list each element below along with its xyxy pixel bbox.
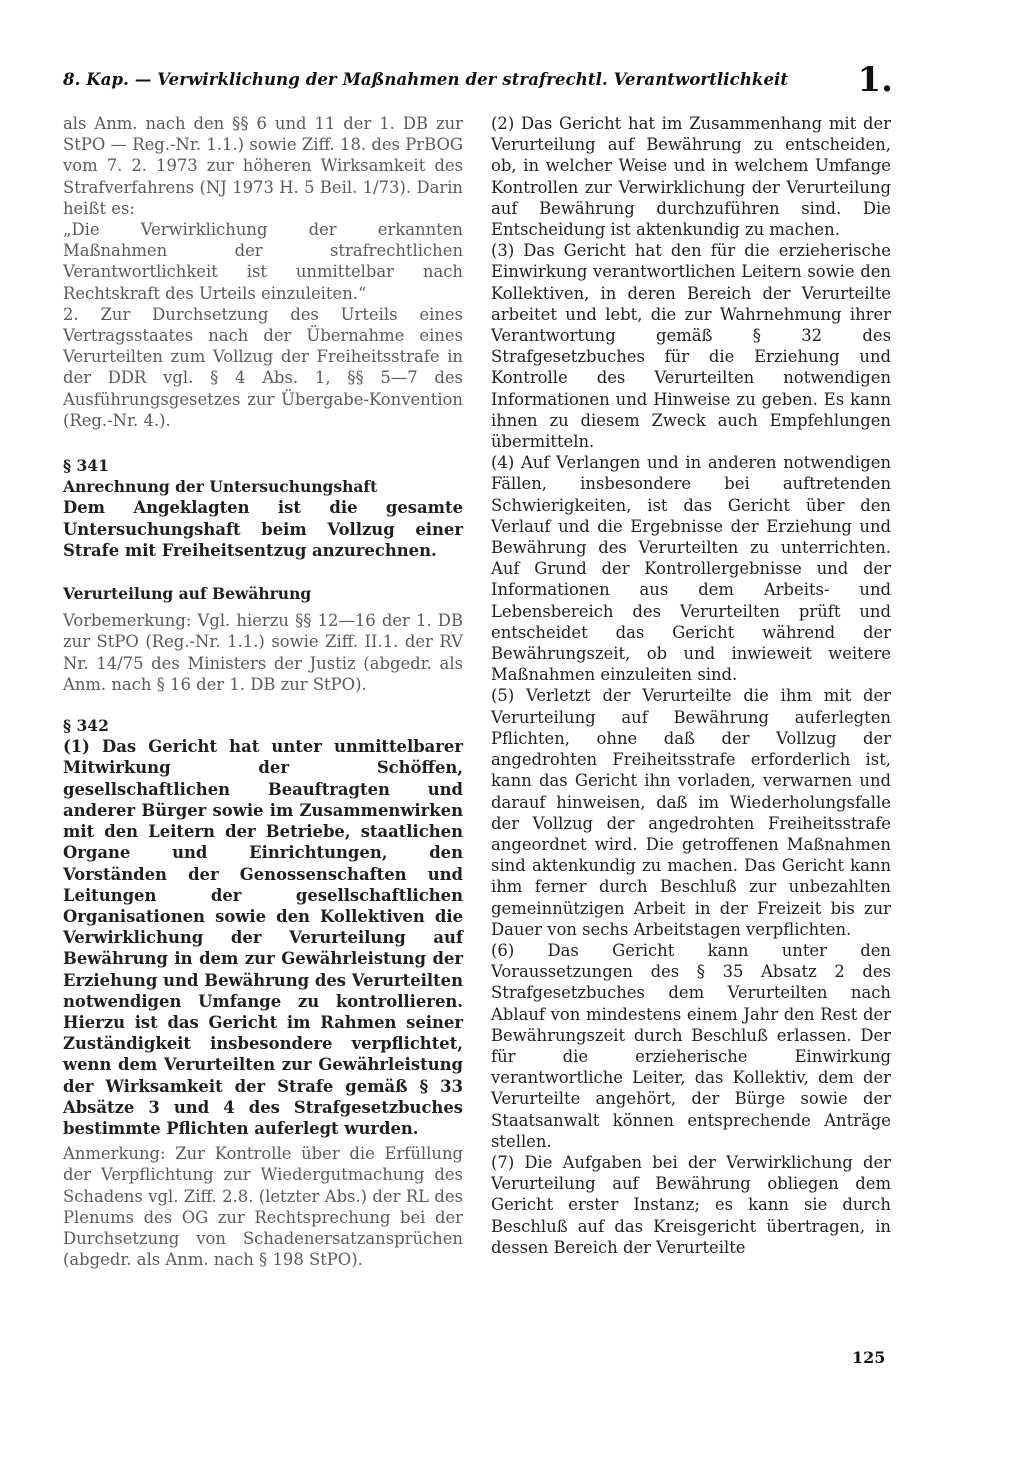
intro-note: als Anm. nach den §§ 6 und 11 der 1. DB zur StPO — Reg.-Nr. 1.1.) sowie Ziff. 18. des PrBOG vom 7. 2. 1973 zur höheren Wirksamkeit des Strafverfahrens (NJ 1973 H. 5 Beil. 1/73). Darin heißt es: [63,114,463,218]
section-342-paragraph-6: (6) Das Gericht kann unter den Voraussetzungen des § 35 Absatz 2 des Strafgesetzbuches dem Verurteilten nach Ablauf von mindestens einem Jahr den Rest der Bewährungszeit durch Beschluß erlassen. Der für die erzieherische Einwirkung verantwortliche Leiter, das Kollektiv, dem der Verurteilte angehört, der Bürge sowie der Staatsanwalt können entsprechende Anträge stellen. [491,940,891,1151]
section-341-number: § 341 [63,456,109,476]
left-column [63,113,463,1270]
section-number: 1. [857,60,893,100]
section-342-paragraph-2: (2) Das Gericht hat im Zusammenhang mit der Verurteilung auf Bewährung zu entscheiden, ob, in welcher Weise und in welchem Umfange Kontrollen zur Verwirklichung der Verurteilung auf Bewährung durchzuführen sind. Die Entscheidung ist aktenkundig zu machen. [491,114,891,240]
section-341-text: Dem Angeklagten ist die gesamte Untersuchungshaft beim Vollzug einer Strafe mit Freiheitsentzug anzurechnen. [63,498,463,560]
intro-point-2: 2. Zur Durchsetzung des Urteils eines Vertragsstaates nach der Übernahme eines Verurteilten zum Vollzug der Freiheitsstrafe in der DDR vgl. § 4 Abs. 1, §§ 5—7 des Ausführungsgesetzes zur Übergabe-Konvention (Reg.-Nr. 4.). [63,304,463,430]
section-342-paragraph-4: (4) Auf Verlangen und in anderen notwendigen Fällen, insbesondere bei auftretenden Schwierigkeiten, ist das Gericht über den Verlauf und die Ergebnisse der Erziehung und Bewährung des Verurteilten zu unterrichten. Auf Grund der Kontrollergebnisse und der Informationen aus dem Arbeits- und Lebensbereich des Verurteilten prüft und entscheidet das Gericht während der Bewährungszeit, ob und inwieweit weitere Maßnahmen einzuleiten sind. [491,453,891,685]
intro-quote: „Die Verwirklichung der erkannten Maßnahmen der strafrechtlichen Verantwortlichkeit ist unmittelbar nach Rechtskraft des Urteils einzuleiten.“ [63,220,463,303]
section-342-paragraph-3: (3) Das Gericht hat den für die erzieherische Einwirkung verantwortlichen Leitern sowie den Kollektiven, in deren Bereich der Verurteilte arbeitet und lebt, die zur Wahrnehmung ihrer Verantwortung gemäß § 32 des Strafgesetzbuches für die Erziehung und Kontrolle des Verurteilten notwendigen Informationen und Hinweise zu geben. Es kann ihnen zu diesem Zweck auch Empfehlungen übermitteln. [491,241,891,452]
section-342-number: § 342 [63,716,109,736]
chapter-title: 8. Kap. — Verwirklichung der Maßnahmen der strafrechtl. Verantwortlichkeit [63,70,789,89]
section-341-title: Anrechnung der Untersuchungshaft [63,477,378,497]
section-342-paragraph-1: (1) Das Gericht hat unter unmittelbarer Mitwirkung der Schöffen, gesellschaftlichen Beauftragten und anderer Bürger sowie im Zusammenwirken mit den Leitern der Betriebe, staatlichen Organe und Einrichtungen, den Vorständen der Genossenschaften und Leitungen der gesellschaftlichen Organisationen sowie den Kollektiven die Verwirklichung der Verurteilung auf Bewährung in dem zur Gewährleistung der Erziehung und Bewährung des Verurteilten notwendigen Umfange zu kontrollieren. Hierzu ist das Gericht im Rahmen seiner Zuständigkeit insbesondere verpflichtet, wenn dem Verurteilten zur Gewährleistung der Wirksamkeit der Strafe gemäß § 33 Absätze 3 und 4 des Strafgesetzbuches bestimmte Pflichten auferlegt wurden. [63,737,463,1138]
right-column [491,113,891,1258]
page-number: 125 [852,1348,886,1367]
subheading-probation: Verurteilung auf Bewährung [63,584,312,604]
annotation-note: Anmerkung: Zur Kontrolle über die Erfüllung der Verpflichtung zur Wiedergutmachung des Schadens vgl. Ziff. 2.8. (letzter Abs.) der RL des Plenums des OG zur Rechtsprechung bei der Durchsetzung von Schadenersatzansprüchen (abgedr. als Anm. nach § 198 StPO). [63,1144,463,1270]
section-342-paragraph-5: (5) Verletzt der Verurteilte die ihm mit der Verurteilung auf Bewährung auferlegten Pflichten, ohne daß der Vollzug der angedrohten Freiheitsstrafe erforderlich ist, kann das Gericht ihn vorladen, verwarnen und darauf hinweisen, daß im Wiederholungsfalle der Vollzug der angedrohten Freiheitsstrafe angeordnet wird. Die getroffenen Maßnahmen sind aktenkundig zu machen. Das Gericht kann ihm ferner durch Beschluß zur unbezahlten gemeinnützigen Arbeit in der Freizeit bis zur Dauer von sechs Arbeitstagen verpflichten. [491,686,891,939]
running-header [63,60,893,100]
preliminary-note: Vorbemerkung: Vgl. hierzu §§ 12—16 der 1. DB zur StPO (Reg.-Nr. 1.1.) sowie Ziff. II.1. der RV Nr. 14/75 des Ministers der Justiz (abgedr. als Anm. nach § 16 der 1. DB zur StPO). [63,611,463,694]
section-342-paragraph-7: (7) Die Aufgaben bei der Verwirklichung der Verurteilung auf Bewährung obliegen dem Gericht erster Instanz; es kann sie durch Beschluß auf das Kreisgericht übertragen, in dessen Bereich der Verurteilte [491,1152,891,1257]
